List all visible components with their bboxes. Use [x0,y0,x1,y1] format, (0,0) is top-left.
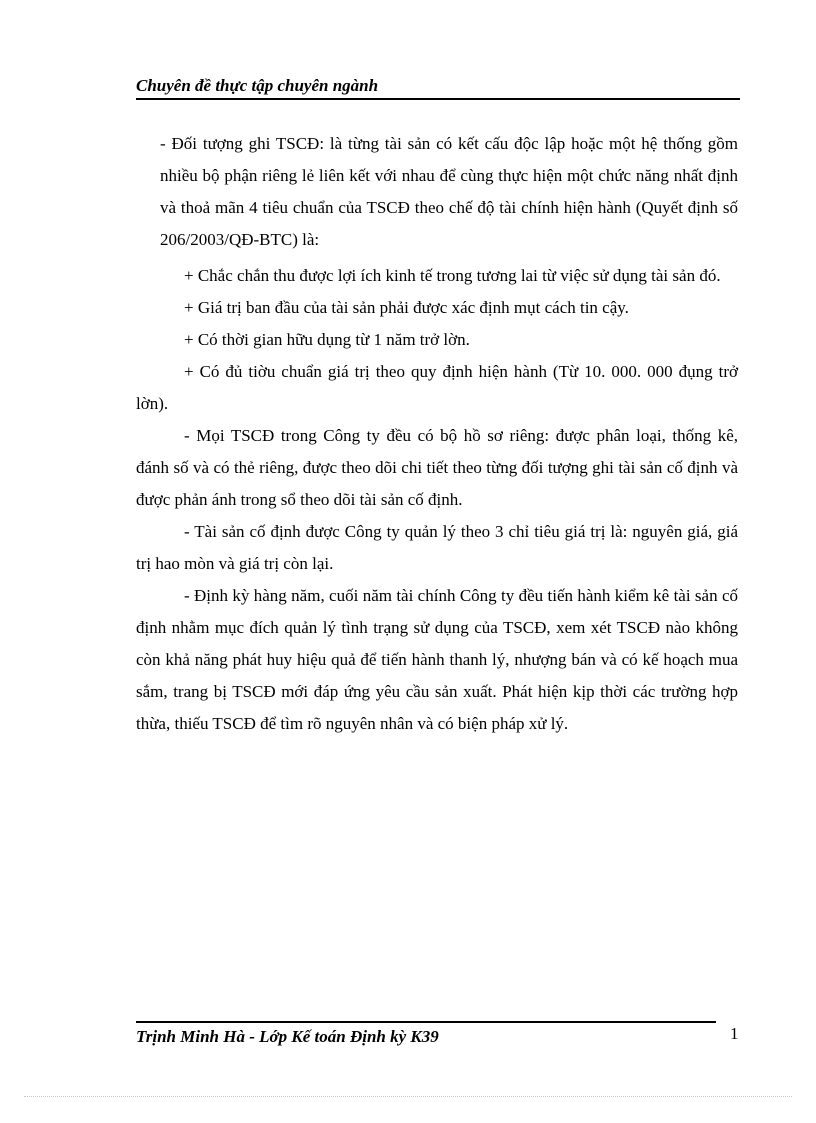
criterion-useful-life: + Có thời gian hữu dụng từ 1 năm trở lờn. [184,330,470,349]
document-body [136,128,738,740]
paragraph-asset-records: - Mọi TSCĐ trong Công ty đều có bộ hồ sơ riêng: được phân loại, thống kê, đánh số và có thẻ riêng, được theo dõi chi tiết theo từng đối tượng ghi tài sản cố định và được phản ánh trong sổ theo dõi tài sản cố định. [136,426,738,509]
criterion-reliable-value: + Giá trị ban đầu của tài sản phải được xác định mụt cách tin cậy. [184,298,629,317]
paragraph-annual-inventory: - Định kỳ hàng năm, cuối năm tài chính Công ty đều tiến hành kiểm kê tài sản cố định nhằm mục đích quản lý tình trạng sử dụng của TSCĐ, xem xét TSCĐ nào không còn khả năng phát huy hiệu quả để tiến hành thanh lý, nhượng bán và có kế hoạch mua sắm, trang bị TSCĐ mới đáp ứng yêu cầu sản xuất. Phát hiện kịp thời các trường hợp thừa, thiếu TSCĐ để tìm rõ nguyên nhân và có biện pháp xử lý. [136,586,738,733]
page-number: 1 [730,1024,739,1043]
footer-author: Trịnh Minh Hà - Lớp Kế toán Định kỳ K39 [136,1027,439,1046]
paragraph-value-indicators: - Tài sản cố định được Công ty quản lý theo 3 chỉ tiêu giá trị là: nguyên giá, giá trị hao mòn và giá trị còn lại. [136,522,738,573]
criterion-economic-benefit: + Chắc chắn thu được lợi ích kinh tế trong tương lai từ việc sử dụng tài sản đó. [184,266,721,285]
footer-divider [136,1021,716,1023]
paragraph-fixed-asset-object: - Đối tượng ghi TSCĐ: là từng tài sản có kết cấu độc lập hoặc một hệ thống gồm nhiều bộ phận riêng lẻ liên kết với nhau để cùng thực hiện một chức năng nhất định và thoả mãn 4 tiêu chuẩn của TSCĐ theo chế độ tài chính hiện hành (Quyết định số 206/2003/QĐ-BTC) là: [160,134,738,249]
criterion-value-threshold: + Có đủ tiờu chuẩn giá trị theo quy định hiện hành (Từ 10. 000. 000 đụng trở lờn). [136,362,738,413]
page-bottom-dotted-line [24,1096,792,1097]
header-divider [136,98,740,100]
page-header-title: Chuyên đề thực tập chuyên ngành [136,76,379,95]
